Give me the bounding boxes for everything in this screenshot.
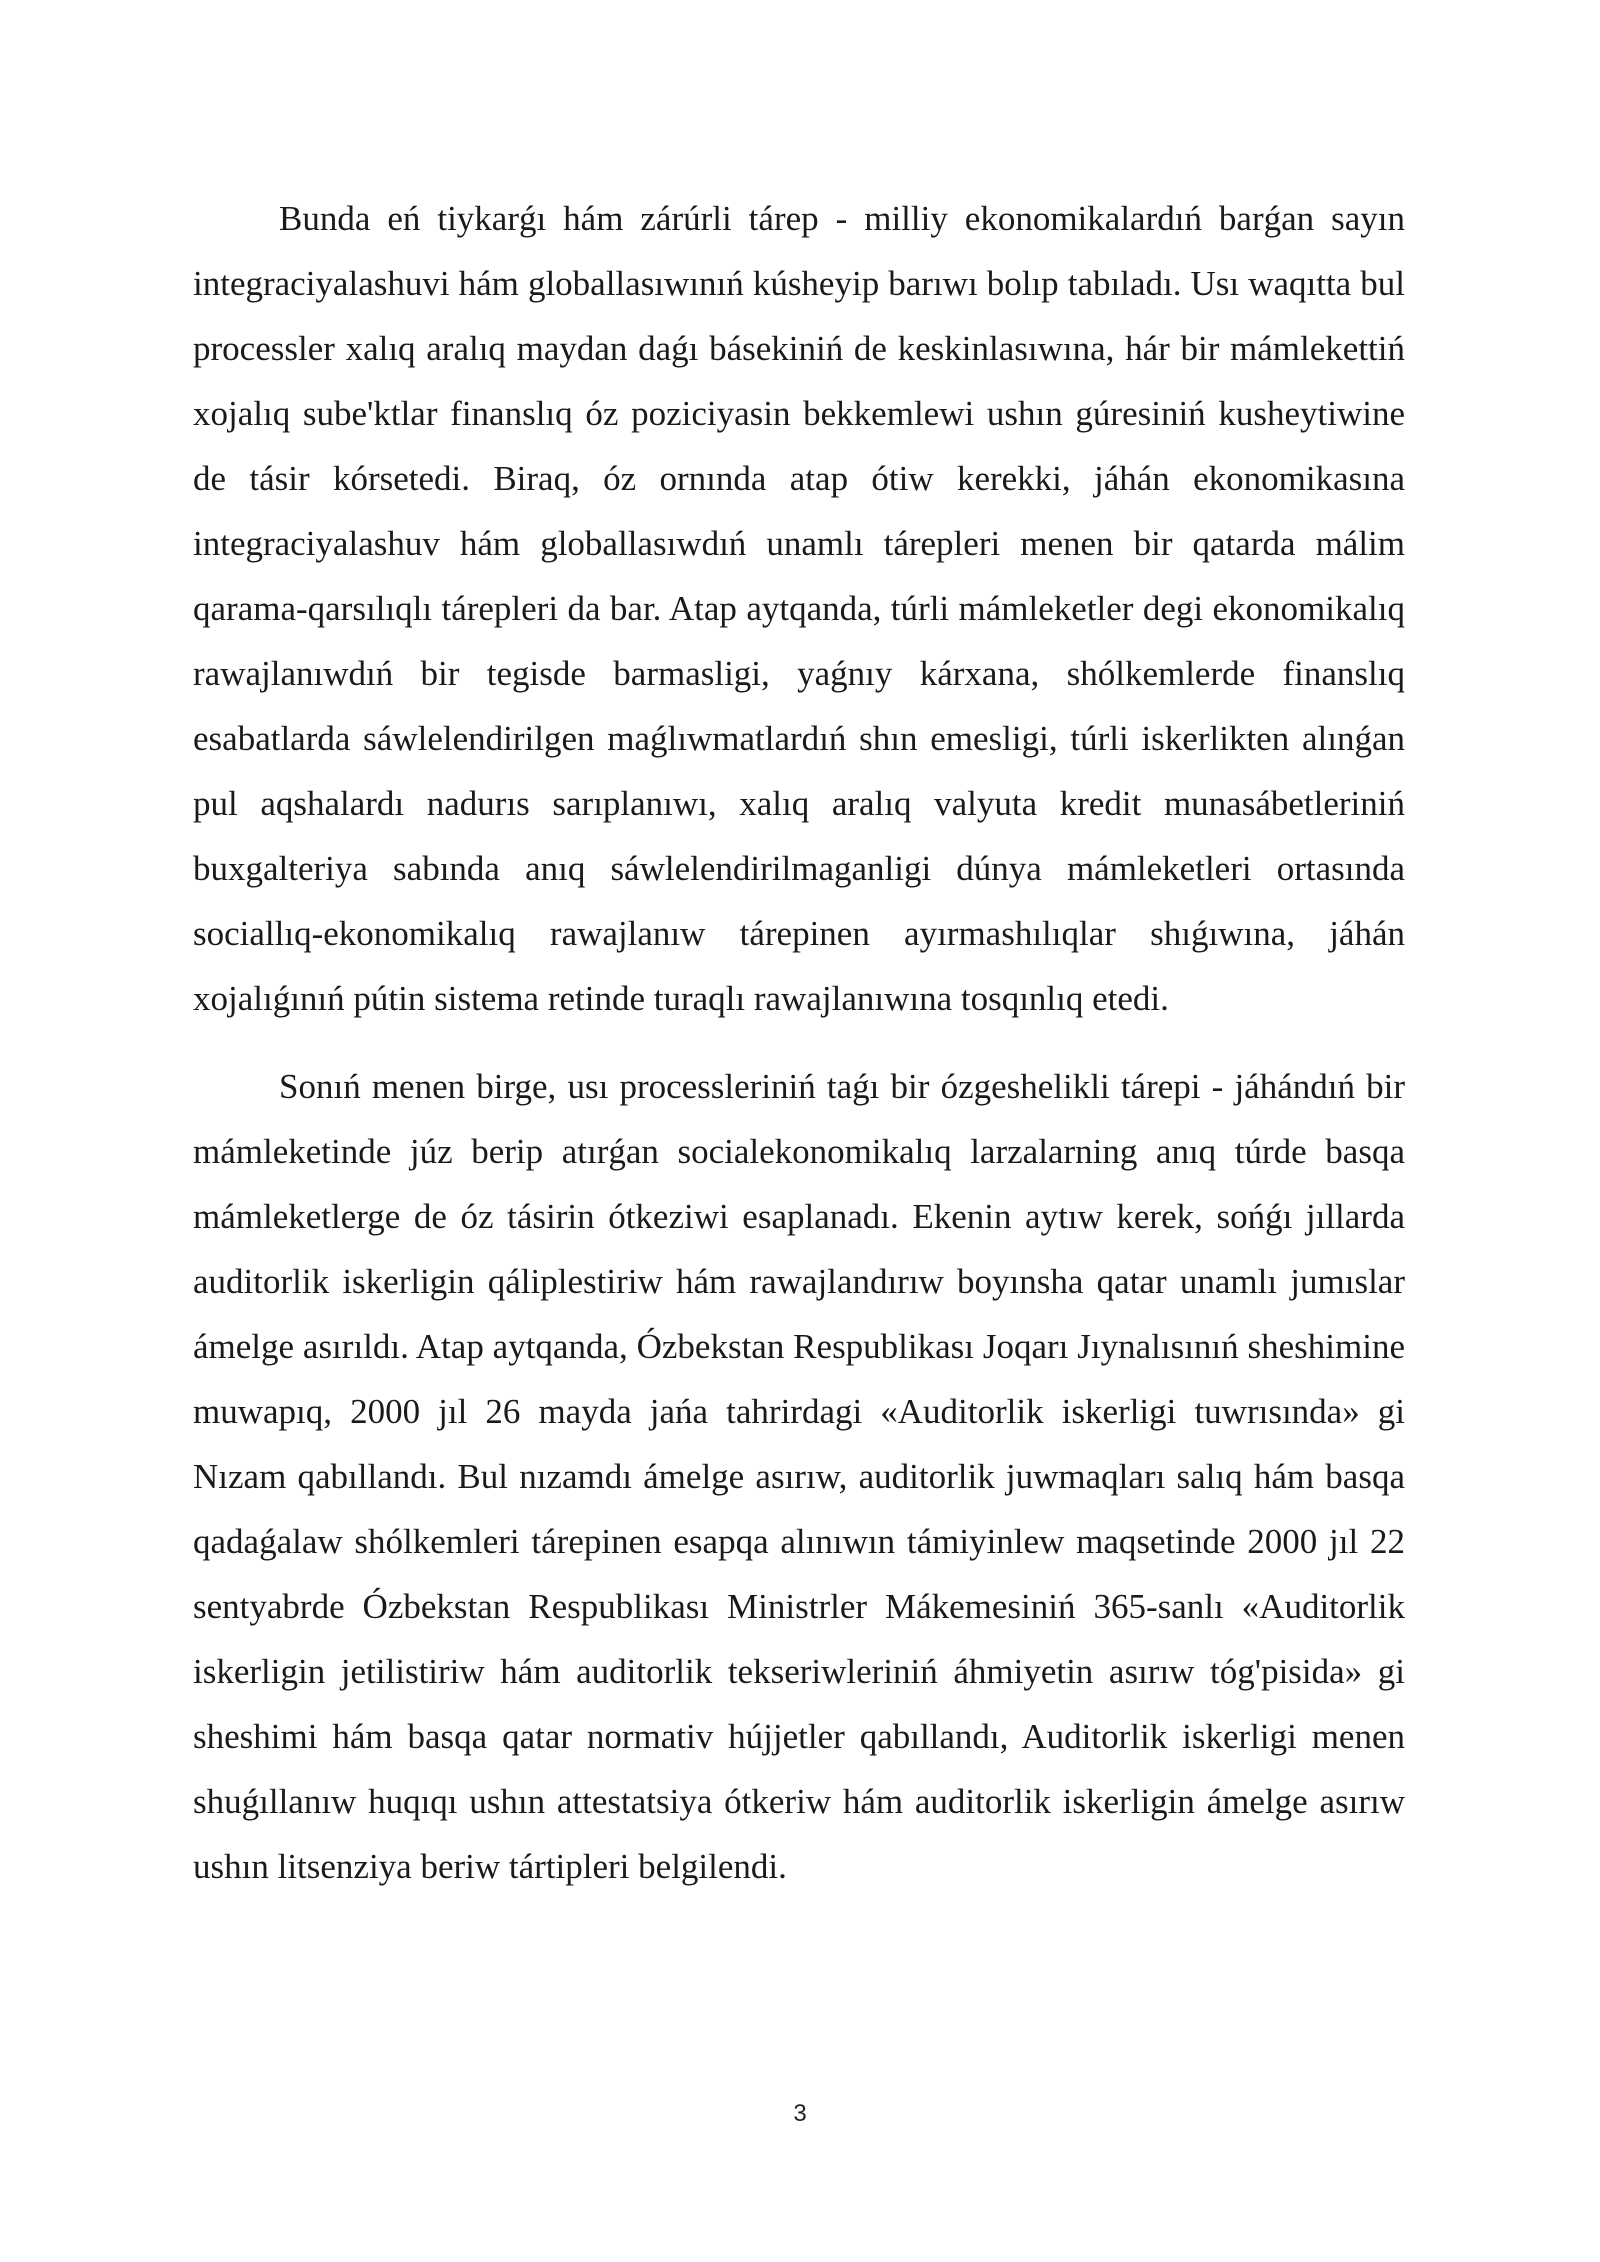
document-body — [193, 186, 1405, 1899]
paragraph-2: Sonıń menen birge, usı processleriniń taǵı bir ózgeshelikli tárepi - jáhándıń bir mámleketinde júz berip atırǵan socialekonomikalıq larzalarning anıq túrde basqa mámleketlerge de óz tásirin ótkeziwi esaplanadı. Ekenin aytıw kerek, sońǵı jıllarda auditorlik iskerligin qáliplestiriw hám rawajlandırıw boyınsha qatar unamlı jumıslar ámelge asırıldı. Atap aytqanda, Ózbekstan Respublikası Joqarı Jıynalısınıń sheshimine muwapıq, 2000 jıl 26 mayda jańa tahrirdagi «Auditorlik iskerligi tuwrısında» gi Nızam qabıllandı. Bul nızamdı ámelge asırıw, auditorlik juwmaqları salıq hám basqa qadaǵalaw shólkemleri tárepinen esapqa alınıwın támiyinlew maqsetinde 2000 jıl 22 sentyabrde Ózbekstan Respublikası Ministrler Mákemesiniń 365-sanlı «Auditorlik iskerligin jetilistiriw hám auditorlik tekseriwleriniń áhmiyetin asırıw tóg'pisida» gi sheshimi hám basqa qatar normativ hújjetler qabıllandı, Auditorlik iskerligi menen shuǵıllanıw huqıqı ushın attestatsiya ótkeriw hám auditorlik iskerligin ámelge asırıw ushın litsenziya beriw tártipleri belgilendi. — [193, 1067, 1405, 1886]
paragraph-1: Bunda eń tiykarǵı hám zárúrli tárep - milliy ekonomikalardıń barǵan sayın integraciyalashuvi hám globallasıwınıń kúsheyip barıwı bolıp tabıladı. Usı waqıtta bul processler xalıq aralıq maydan daǵı básekiniń de keskinlasıwına, hár bir mámlekettiń xojalıq sube'ktlar finanslıq óz poziciyasin bekkemlewi ushın gúresiniń kusheytiwine de tásir kórsetedi. Biraq, óz ornında atap ótiw kerekki, jáhán ekonomikasına integraciyalashuv hám globallasıwdıń unamlı tárepleri menen bir qatarda málim qarama-qarsılıqlı tárepleri da bar. Atap aytqanda, túrli mámleketler degi ekonomikalıq rawajlanıwdıń bir tegisde barmasligi, yaǵnıy kárxana, shólkemlerde finanslıq esabatlarda sáwlelendirilgen maǵlıwmatlardıń shın emesligi, túrli iskerlikten alınǵan pul aqshalardı nadurıs sarıplanıwı, xalıq aralıq valyuta kredit munasábetleriniń buxgalteriya sabında anıq sáwlelendirilmaganligi dúnya mámleketleri ortasında sociallıq-ekonomikalıq rawajlanıw tárepinen ayırmashılıqlar shıǵıwına, jáhán xojalıǵınıń pútin sistema retinde turaqlı rawajlanıwına tosqınlıq etedi. — [193, 199, 1405, 1018]
page-number: 3 — [793, 2100, 807, 2127]
